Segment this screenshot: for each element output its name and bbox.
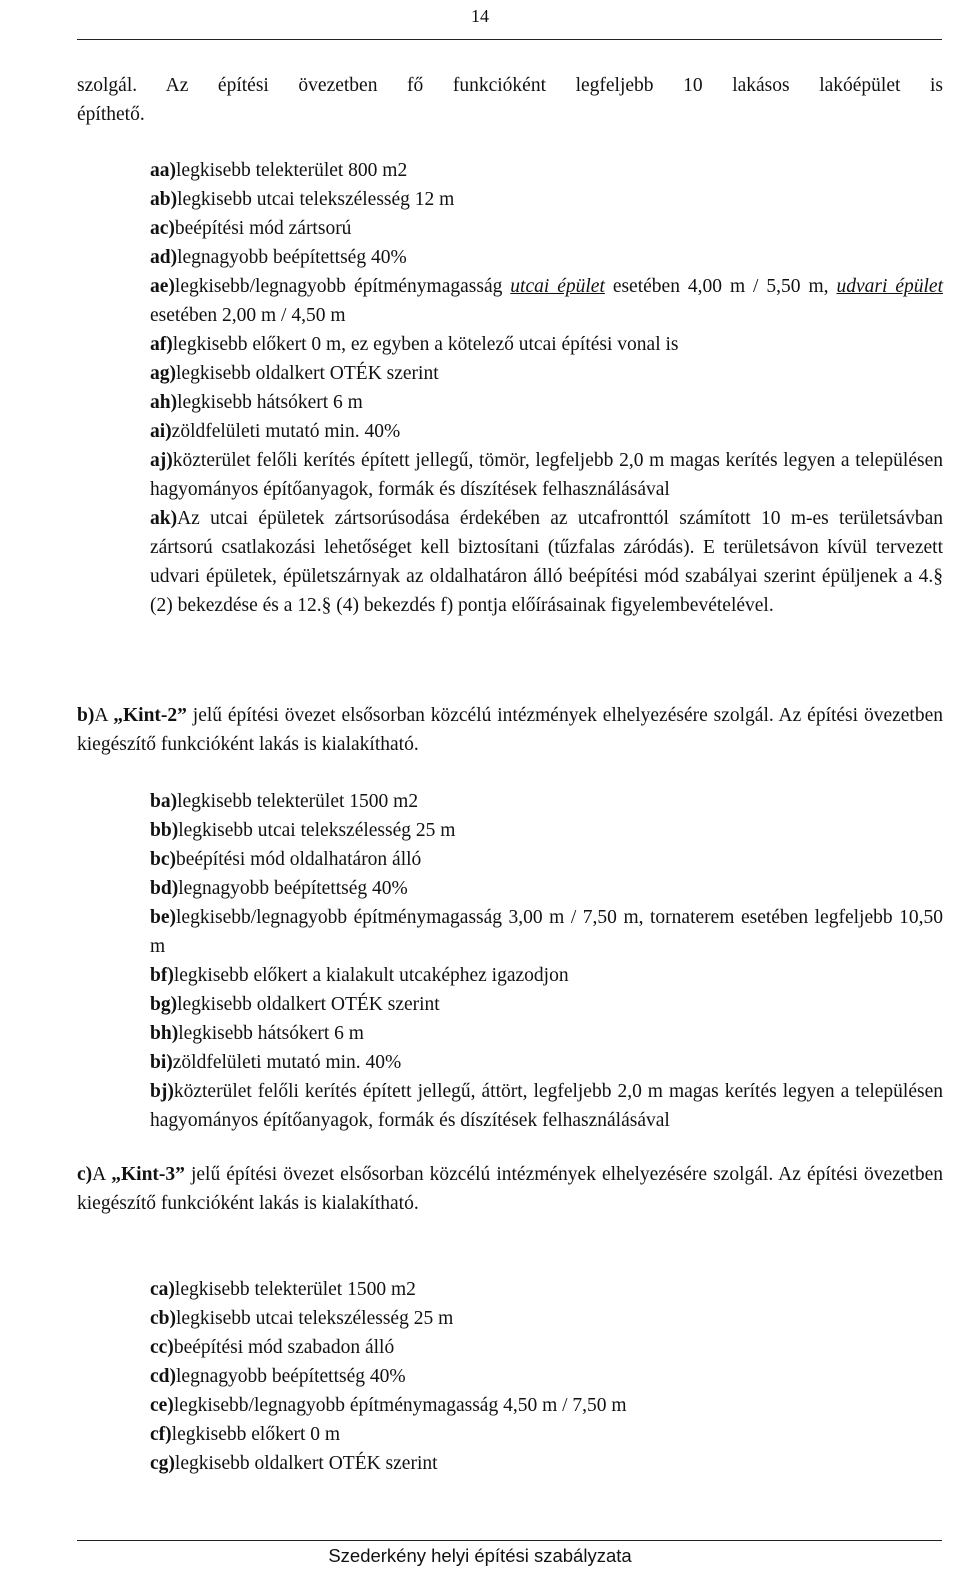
emphasis-street-building: utcai épület	[510, 276, 605, 297]
section-b-paragraph: b)A „Kint-2” jelű építési övezet elsősorban közcélú intézmények elhelyezésére szolgál. Az építési övezetben kiegészítő funkcióként lakás is kialakítható.	[77, 705, 943, 755]
list-item: bg)legkisebb oldalkert OTÉK szerint	[150, 994, 440, 1015]
list-item: bi)zöldfelületi mutató min. 40%	[150, 1052, 402, 1073]
page-number: 14	[471, 6, 489, 26]
list-item: cc)beépítési mód szabadon álló	[150, 1337, 395, 1358]
section-c-list	[150, 1275, 943, 1478]
list-item: ac)beépítési mód zártsorú	[150, 218, 352, 239]
list-item: bc)beépítési mód oldalhatáron álló	[150, 849, 422, 870]
page-footer: Szederkény helyi építési szabályzata	[328, 1545, 632, 1566]
list-item: cb)legkisebb utcai telekszélesség 25 m	[150, 1308, 454, 1329]
list-item: bd)legnagyobb beépítettség 40%	[150, 878, 408, 899]
list-item: ai)zöldfelületi mutató min. 40%	[150, 421, 401, 442]
header-rule	[77, 39, 942, 40]
list-item: bf)legkisebb előkert a kialakult utcaképhez igazodjon	[150, 965, 569, 986]
zone-kint-3: „Kint-3”	[111, 1164, 185, 1185]
list-item: ad)legnagyobb beépítettség 40%	[150, 247, 407, 268]
section-b-list	[150, 787, 943, 1135]
section-c-paragraph: c)A „Kint-3” jelű építési övezet elsősorban közcélú intézmények elhelyezésére szolgál. Az építési övezetben kiegészítő funkcióként lakás is kialakítható.	[77, 1164, 943, 1214]
section-b-prefix: b)	[77, 705, 95, 726]
list-item: ce)legkisebb/legnagyobb építménymagasság 4,50 m / 7,50 m	[150, 1395, 627, 1416]
list-item: ah)legkisebb hátsókert 6 m	[150, 392, 363, 413]
list-item: aj)közterület felőli kerítés épített jellegű, tömör, legfeljebb 2,0 m magas kerítés legyen a településen hagyományos építőanyagok, formák és díszítések felhasználásával	[150, 450, 943, 500]
zone-kint-2: „Kint-2”	[113, 705, 187, 726]
list-item: af)legkisebb előkert 0 m, ez egyben a kötelező utcai építési vonal is	[150, 334, 679, 355]
intro-line-2: építhető.	[77, 104, 145, 125]
list-item: bj)közterület felőli kerítés épített jellegű, áttört, legfeljebb 2,0 m magas kerítés legyen a településen hagyományos építőanyagok, formák és díszítések felhasználásával	[150, 1081, 943, 1131]
intro-line-1: szolgál. Az építési övezetben fő funkcióként legfeljebb 10 lakásos lakóépület is	[77, 75, 943, 96]
list-item: ba)legkisebb telekterület 1500 m2	[150, 791, 419, 812]
list-item: bb)legkisebb utcai telekszélesség 25 m	[150, 820, 456, 841]
list-item: be)legkisebb/legnagyobb építménymagasság 3,00 m / 7,50 m, tornaterem esetében legfeljebb 10,50 m	[150, 907, 943, 957]
list-item: ca)legkisebb telekterület 1500 m2	[150, 1279, 416, 1300]
list-item: aa)legkisebb telekterület 800 m2	[150, 160, 408, 181]
intro-paragraph	[77, 71, 943, 129]
section-a-list	[150, 156, 943, 620]
section-c-prefix: c)	[77, 1164, 93, 1185]
list-item: ak)Az utcai épületek zártsorúsodása érdekében az utcafronttól számított 10 m-es területsávban zártsorú csatlakozási lehetőséget kell biztosítani (tűzfalas záródás). E területsávon kívül tervezett udvari épületek, épületszárnyak az oldalhatáron álló beépítési mód szabályai szerint épüljenek a 4.§ (2) bekezdése és a 12.§ (4) bekezdés f) pontja előírásainak figyelembevételével.	[150, 508, 943, 616]
list-item: cd)legnagyobb beépítettség 40%	[150, 1366, 406, 1387]
list-item: ab)legkisebb utcai telekszélesség 12 m	[150, 189, 455, 210]
list-item: bh)legkisebb hátsókert 6 m	[150, 1023, 364, 1044]
list-item: cg)legkisebb oldalkert OTÉK szerint	[150, 1453, 438, 1474]
list-item: ag)legkisebb oldalkert OTÉK szerint	[150, 363, 439, 384]
emphasis-courtyard-building: udvari épület	[836, 276, 943, 297]
list-item: cf)legkisebb előkert 0 m	[150, 1424, 341, 1445]
list-item: ae)legkisebb/legnagyobb építménymagasság utcai épület esetében 4,00 m / 5,50 m, udvari épület esetében 2,00 m / 4,50 m	[150, 276, 943, 326]
